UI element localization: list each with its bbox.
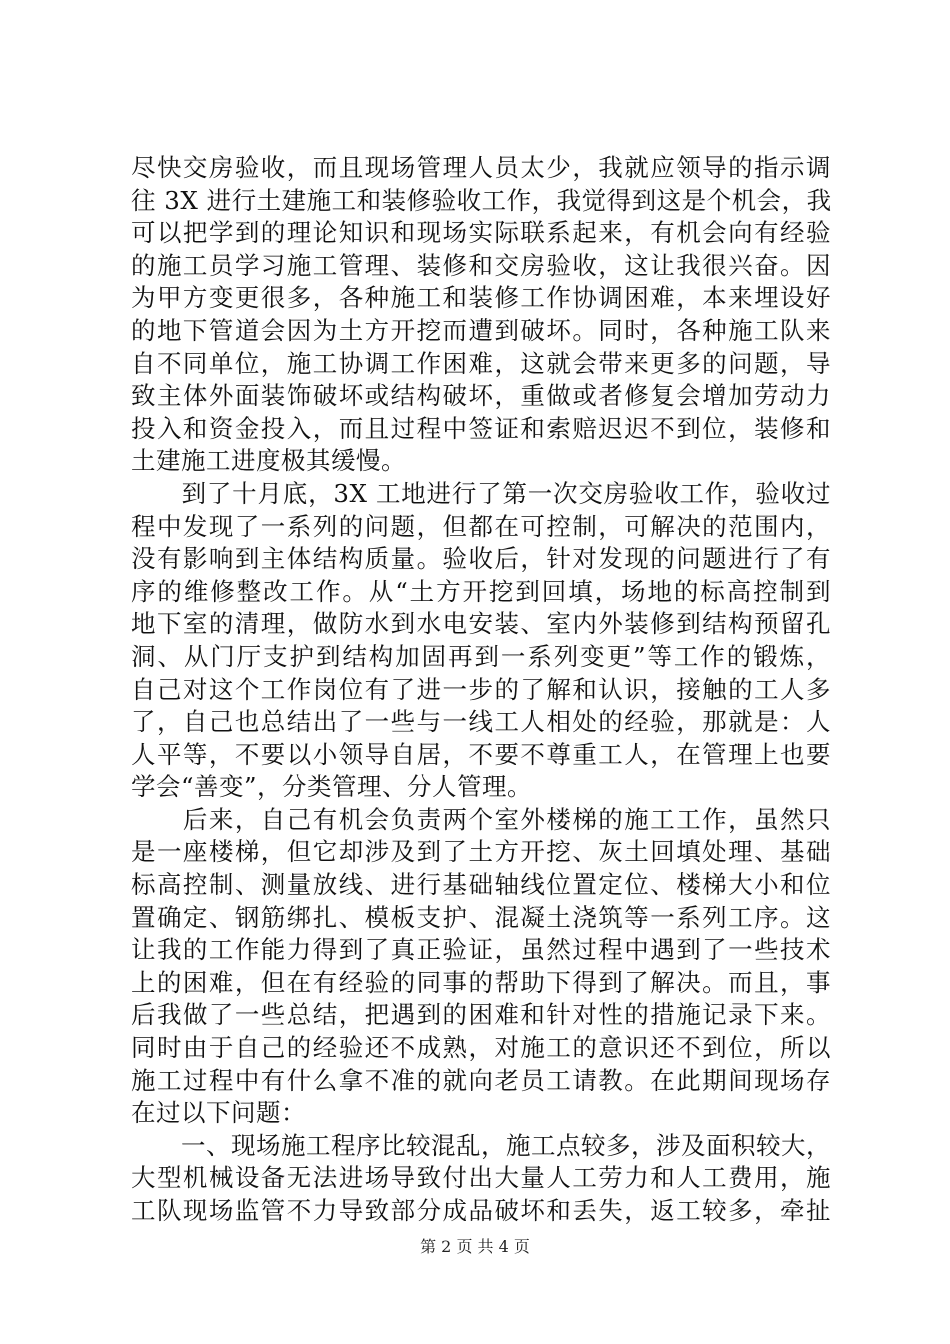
text-line: 工队现场监管不力导致部分成品破坏和丢失，返工较多，牵扯	[131, 1196, 831, 1225]
page-footer: 第 2 页 共 4 页	[420, 1237, 530, 1256]
text-line: 让我的工作能力得到了真正验证，虽然过程中遇到了一些技术	[131, 935, 831, 965]
text-line: 序的维修整改工作。从“土方开挖到回填，场地的标高控制到	[131, 576, 831, 606]
text-line: 人平等，不要以小领导自居，不要不尊重工人，在管理上也要	[131, 739, 831, 769]
text-line: 可以把学到的理论知识和现场实际联系起来，有机会向有经验	[131, 218, 831, 248]
text-line: 是一座楼梯，但它却涉及到了土方开挖、灰土回填处理、基础	[131, 837, 831, 867]
text-line: 学会“善变”，分类管理、分人管理。	[131, 772, 533, 802]
text-line: 往 3X 进行土建施工和装修验收工作，我觉得到这是个机会，我	[131, 185, 832, 215]
text-line: 土建施工进度极其缓慢。	[131, 446, 406, 476]
text-line: 施工过程中有什么拿不准的就向老员工请教。在此期间现场存	[131, 1065, 831, 1095]
text-line: 洞、从门厅支护到结构加固再到一系列变更”等工作的锻炼，	[131, 641, 831, 671]
text-line: 标高控制、测量放线、进行基础轴线位置定位、楼梯大小和位	[131, 870, 831, 900]
text-line: 的施工员学习施工管理、装修和交房验收，这让我很兴奋。因	[131, 250, 831, 280]
text-line: 没有影响到主体结构质量。验收后，针对发现的问题进行了有	[131, 544, 831, 574]
text-line: 同时由于自己的经验还不成熟，对施工的意识还不到位，所以	[131, 1033, 831, 1063]
text-line: 程中发现了一系列的问题，但都在可控制，可解决的范围内，	[131, 511, 831, 541]
text-line: 为甲方变更很多，各种施工和装修工作协调困难，本来埋设好	[131, 283, 831, 313]
text-line: 上的困难，但在有经验的同事的帮助下得到了解决。而且，事	[131, 967, 831, 997]
text-line: 自己对这个工作岗位有了进一步的了解和认识，接触的工人多	[131, 674, 831, 704]
text-line: 了，自己也总结出了一些与一线工人相处的经验，那就是：人	[131, 707, 831, 737]
text-line: 自不同单位，施工协调工作困难，这就会带来更多的问题，导	[131, 348, 831, 378]
text-line: 到了十月底，3X 工地进行了第一次交房验收工作，验收过	[131, 478, 831, 508]
text-line: 一、现场施工程序比较混乱，施工点较多，涉及面积较大，	[131, 1130, 831, 1160]
text-line: 大型机械设备无法进场导致付出大量人工劳力和人工费用，施	[131, 1163, 831, 1193]
text-line: 后来，自己有机会负责两个室外楼梯的施工工作，虽然只	[131, 804, 831, 834]
text-line: 的地下管道会因为土方开挖而遭到破坏。同时，各种施工队来	[131, 315, 831, 345]
text-line: 在过以下问题：	[131, 1098, 306, 1128]
body-text	[131, 152, 831, 1228]
text-line: 地下室的清理，做防水到水电安装、室内外装修到结构预留孔	[131, 609, 831, 639]
text-line: 尽快交房验收，而且现场管理人员太少，我就应领导的指示调	[131, 153, 831, 182]
text-line: 投入和资金投入，而且过程中签证和索赔迟迟不到位，装修和	[131, 413, 831, 443]
text-line: 致主体外面装饰破坏或结构破坏，重做或者修复会增加劳动力	[131, 381, 831, 411]
text-line: 置确定、钢筋绑扎、模板支护、混凝土浇筑等一系列工序。这	[131, 902, 831, 932]
text-line: 后我做了一些总结，把遇到的困难和针对性的措施记录下来。	[131, 1000, 831, 1030]
